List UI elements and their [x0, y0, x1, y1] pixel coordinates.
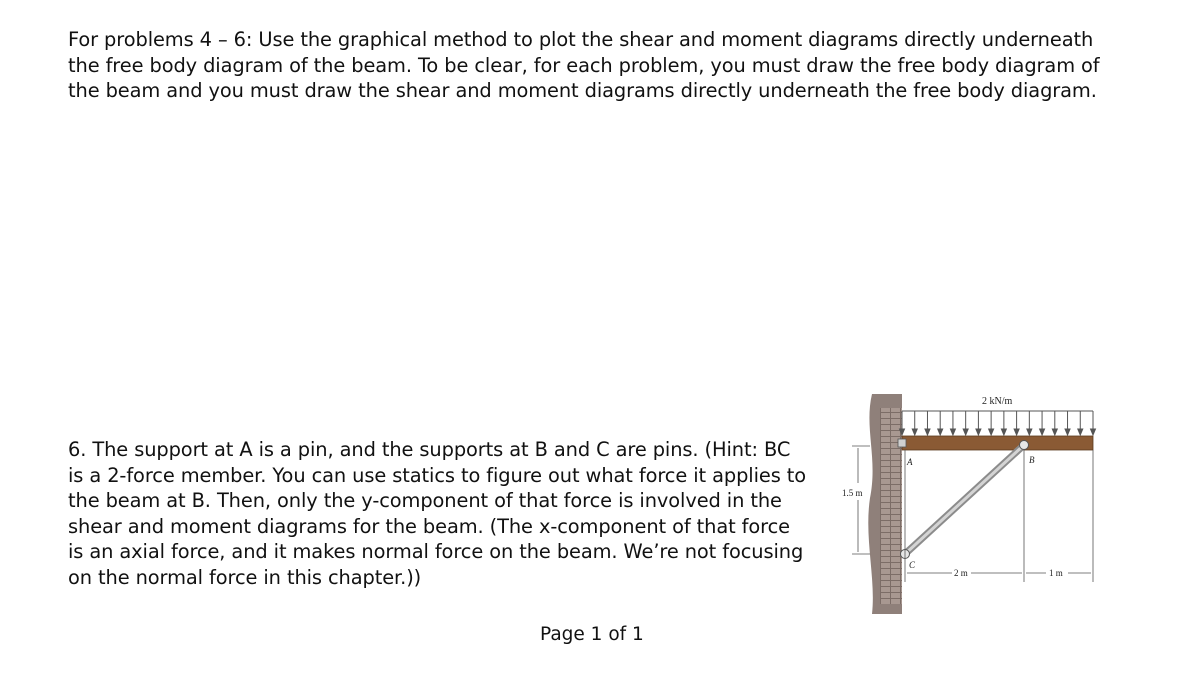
load-arrowhead [1014, 429, 1019, 435]
load-arrowhead [1052, 429, 1057, 435]
distributed-load [900, 411, 1096, 435]
load-arrowhead [963, 429, 968, 435]
load-arrowhead [938, 429, 943, 435]
load-arrowhead [1078, 429, 1083, 435]
load-arrowhead [989, 429, 994, 435]
problem-6-statement: 6. The support at A is a pin, and the supports at B and C are pins. (Hint: BC is a 2-force member. You can use statics to figure out what force it applies to the beam at B. Then, only the y-component of that force is involved in the shear and moment diagrams for the beam. (The x-component of that force is an axial force, and it makes normal force on the beam. We’re not focusing on the normal force in this chapter.)) [68, 438, 807, 589]
label-a: A [907, 457, 913, 467]
load-label: 2 kN/m [982, 396, 1013, 407]
page-number: Page 1 of 1 [540, 624, 644, 645]
beam-figure [836, 388, 1098, 620]
label-c: C [909, 560, 916, 570]
height-dimension [852, 446, 870, 554]
span-overhang-label: 1 m [1049, 568, 1063, 578]
load-arrowhead [925, 429, 930, 435]
load-arrowhead [1001, 429, 1006, 435]
load-arrowhead [976, 429, 981, 435]
member-bc-highlight [905, 445, 1024, 554]
load-arrowhead [1027, 429, 1032, 435]
instructions-paragraph: For problems 4 – 6: Use the graphical method to plot the shear and moment diagrams directly underneath the free body diagram of the beam. To be clear, for each problem, you must draw the free body diagram of the beam and you must draw the shear and moment diagrams directly underneath the free body diagram. [68, 28, 1100, 102]
label-b: B [1029, 455, 1035, 465]
pin-a [898, 439, 906, 447]
span-ab-label: 2 m [954, 568, 968, 578]
load-arrowhead [1091, 429, 1096, 435]
load-arrowhead [912, 429, 917, 435]
wall-bricks [880, 408, 902, 604]
load-arrowhead [1040, 429, 1045, 435]
height-label: 1.5 m [842, 488, 863, 498]
load-arrowhead [950, 429, 955, 435]
pin-b [1020, 441, 1029, 450]
beam [902, 436, 1093, 450]
load-arrowhead [1065, 429, 1070, 435]
